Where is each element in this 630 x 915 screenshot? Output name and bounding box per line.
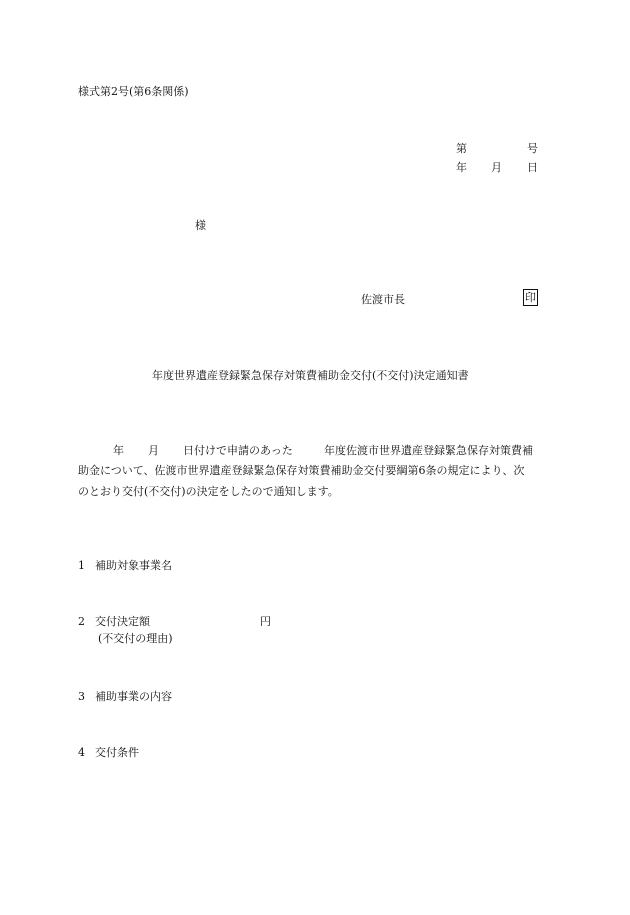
- item-number: 3: [78, 690, 85, 703]
- item-1: [78, 558, 172, 573]
- item-2: [78, 614, 150, 629]
- item-4: [78, 745, 139, 760]
- issuer-title: 佐渡市長: [361, 293, 405, 306]
- item-label: 交付条件: [95, 746, 139, 759]
- item-3: [78, 689, 172, 704]
- document-number-prefix: 第: [456, 142, 467, 155]
- date-day-label: 日: [527, 161, 538, 174]
- item-label: 交付決定額: [95, 615, 150, 628]
- body-line-2: 助金について、佐渡市世界遺産登録緊急保存対策費補助金交付要綱第6条の規定により、次: [78, 464, 525, 477]
- form-number: 様式第2号(第6条関係): [78, 85, 189, 98]
- item-label: 補助事業の内容: [95, 690, 172, 703]
- item-2-note: (不交付の理由): [98, 632, 173, 645]
- item-number: 4: [78, 746, 85, 759]
- addressee-honorific: 様: [195, 219, 206, 232]
- item-number: 1: [78, 559, 85, 572]
- body-line-1-rest: 年度佐渡市世界遺産登録緊急保存対策費補: [324, 444, 533, 457]
- item-label: 補助対象事業名: [95, 559, 172, 572]
- body-day-text: 日付けで申請のあった: [183, 444, 293, 457]
- document-number-suffix: 号: [527, 142, 538, 155]
- document-title: 年度世界遺産登録緊急保存対策費補助金交付(不交付)決定通知書: [152, 369, 469, 382]
- body-month-label: 月: [148, 444, 159, 457]
- date-year-label: 年: [456, 161, 467, 174]
- body-year-label: 年: [113, 444, 124, 457]
- date-month-label: 月: [491, 161, 502, 174]
- item-number: 2: [78, 615, 85, 628]
- body-line-3: のとおり交付(不交付)の決定をしたので通知します。: [78, 485, 339, 498]
- seal-mark: 印: [525, 291, 536, 304]
- item-2-unit: 円: [260, 615, 271, 628]
